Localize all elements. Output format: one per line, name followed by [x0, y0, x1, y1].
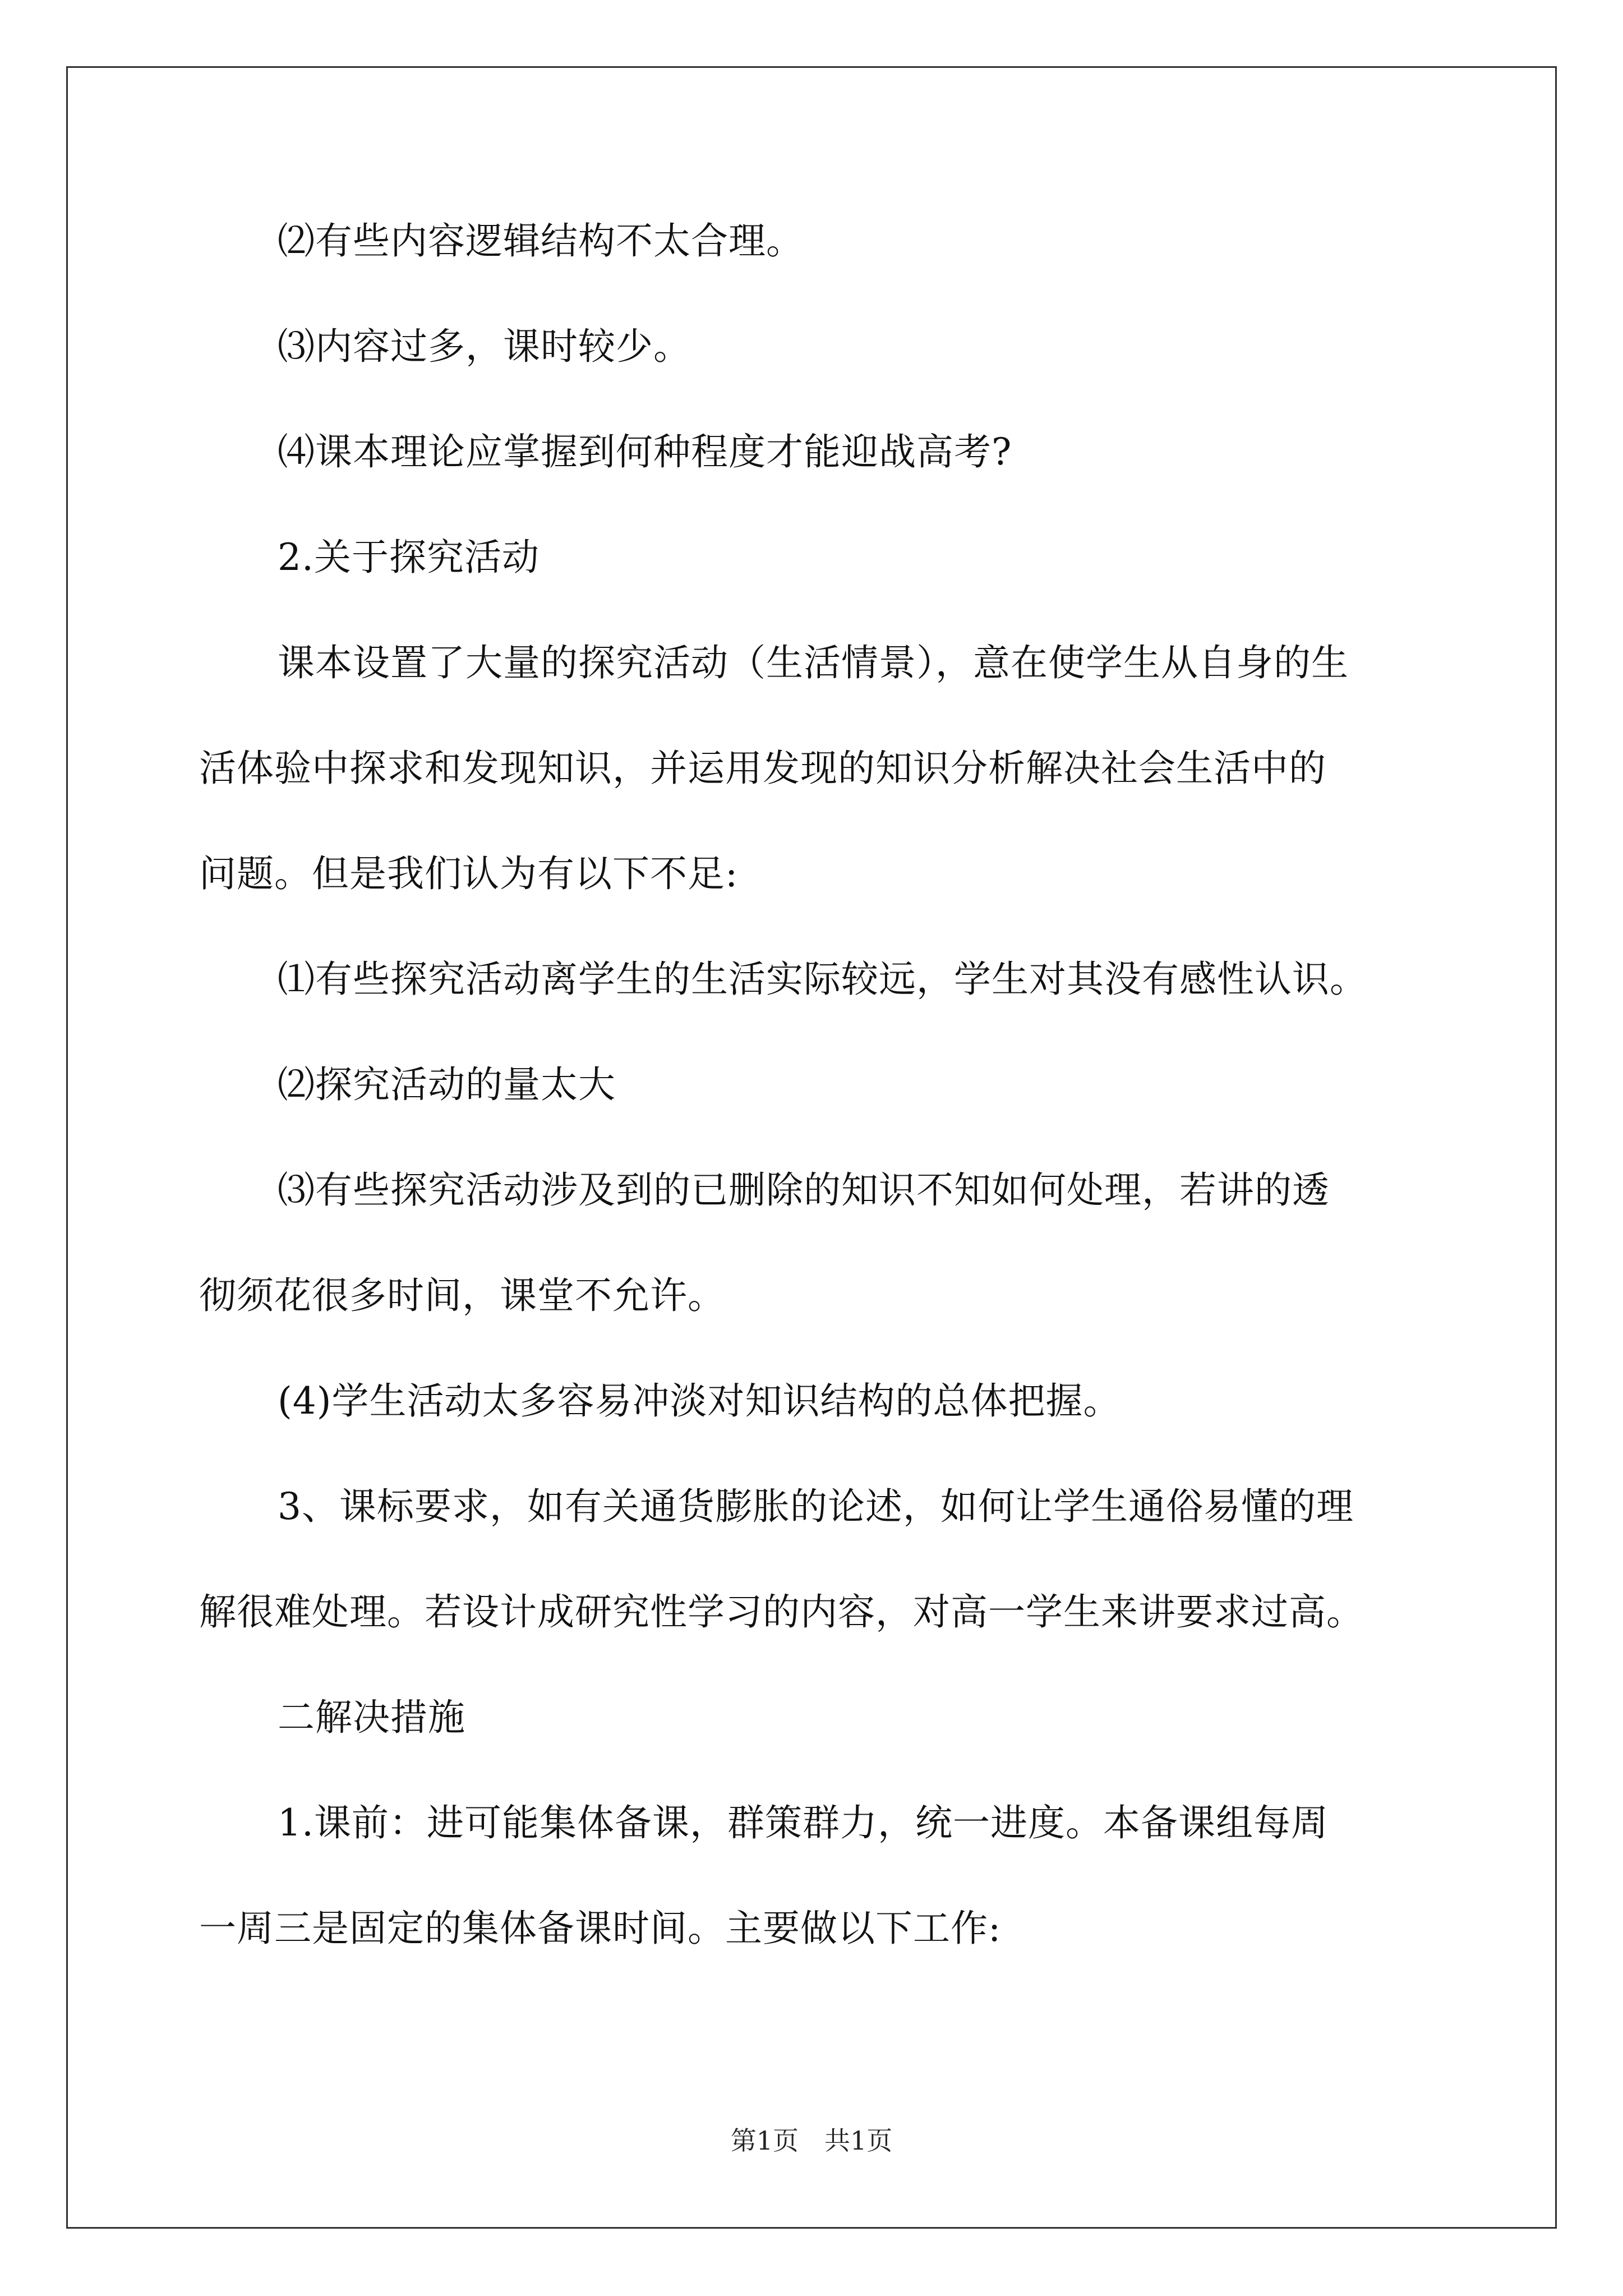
page-number-current: 第1页	[730, 2125, 799, 2156]
paragraph-line: 彻须花很多时间，课堂不允许。	[199, 1274, 725, 1317]
section-heading: 2.关于探究活动	[278, 536, 540, 579]
paragraph-line: 1.课前：进可能集体备课，群策群力，统一进度。本备课组每周	[278, 1801, 1329, 1844]
paragraph-line: ⑵探究活动的量太大	[278, 1063, 616, 1106]
paragraph-line: 问题。但是我们认为有以下不足:	[199, 852, 739, 895]
paragraph-line: 课本设置了大量的探究活动（生活情景），意在使学生从自身的生	[278, 641, 1349, 684]
paragraph-line: ⑶内容过多，课时较少。	[278, 325, 691, 368]
paragraph-line: ⑵有些内容逻辑结构不太合理。	[278, 219, 804, 263]
paragraph-line: (4)学生活动太多容易冲淡对知识结构的总体把握。	[278, 1379, 1121, 1423]
paragraph-line: ⑴有些探究活动离学生的生活实际较远，学生对其没有感性认识。	[278, 958, 1367, 1001]
paragraph-line: ⑷课本理论应掌握到何种程度才能迎战高考?	[278, 430, 1012, 473]
document-body	[199, 219, 1433, 1951]
paragraph-line: ⑶有些探究活动涉及到的已删除的知识不知如何处理，若讲的透	[278, 1168, 1330, 1212]
paragraph-line: 活体验中探求和发现知识，并运用发现的知识分析解决社会生活中的	[199, 747, 1326, 790]
page-number-total: 共1页	[824, 2125, 893, 2156]
paragraph-line: 解很难处理。若设计成研究性学习的内容，对高一学生来讲要求过高。	[199, 1590, 1364, 1634]
section-heading: 二解决措施	[278, 1696, 465, 1739]
paragraph-line: 一周三是固定的集体备课时间。主要做以下工作:	[199, 1907, 1002, 1950]
page-footer	[0, 2125, 1623, 2156]
paragraph-line: 3、课标要求，如有关通货膨胀的论述，如何让学生通俗易懂的理	[278, 1485, 1354, 1528]
